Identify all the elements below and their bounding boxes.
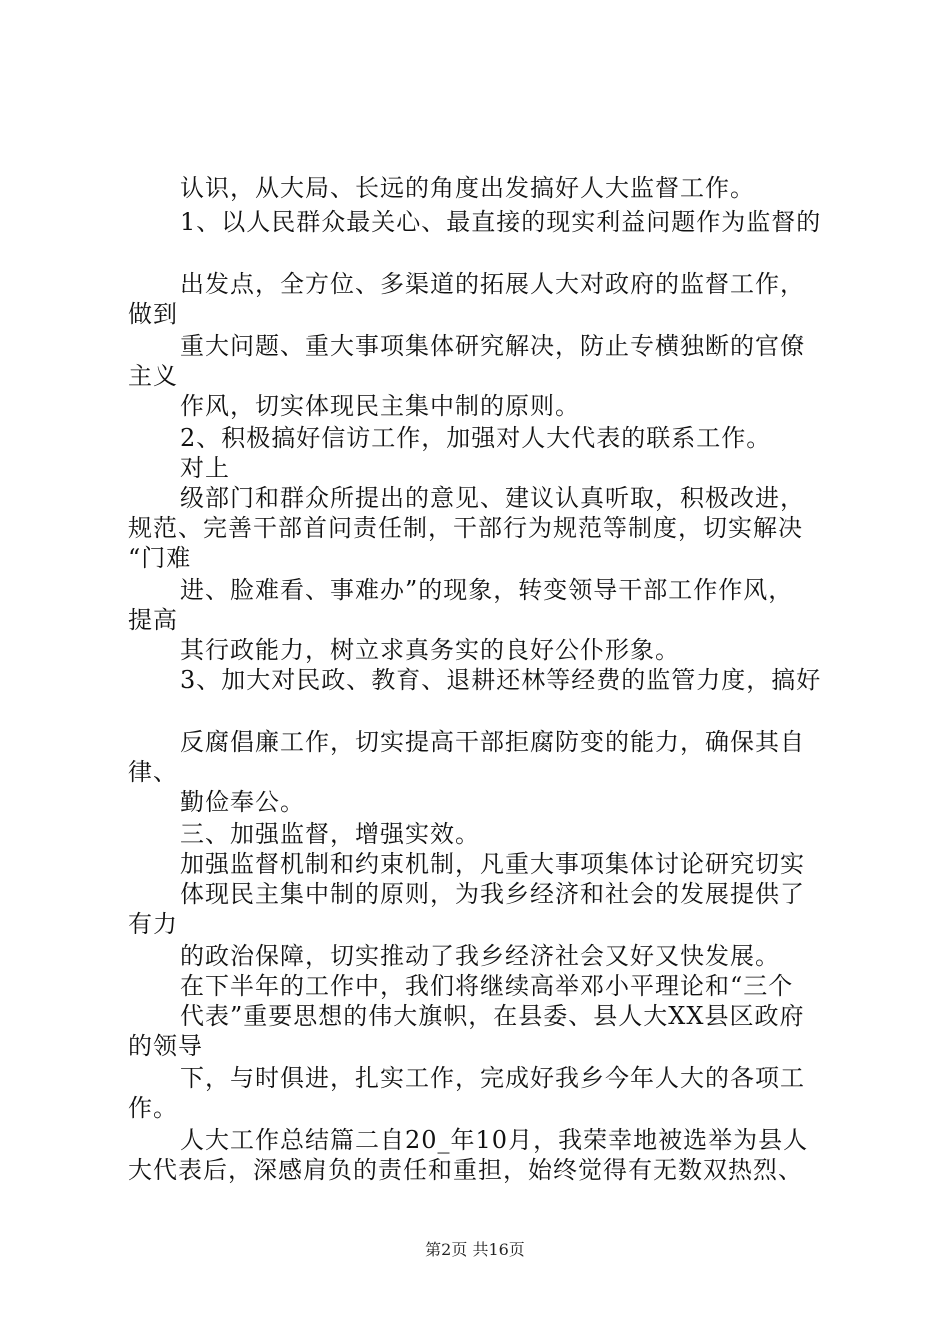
text-line-12: “门难 (128, 544, 192, 572)
text-line-8: 2、积极搞好信访工作，加强对人大代表的联系工作。 (180, 424, 772, 452)
text-line-4: 做到 (128, 300, 178, 328)
text-line-11: 规范、完善干部首问责任制，干部行为规范等制度，切实解决 (128, 514, 803, 542)
text-line-25: 在下半年的工作中，我们将继续高举邓小平理论和“三个 (180, 972, 794, 1000)
text-line-3: 出发点，全方位、多渠道的拓展人大对政府的监督工作， (180, 270, 805, 298)
page-footer (0, 1240, 950, 1260)
text-line-23: 有力 (128, 910, 178, 938)
text-line-28: 下，与时俱进，扎实工作，完成好我乡今年人大的各项工 (180, 1064, 805, 1092)
page-number-label: 第2页 共16页 (425, 1240, 525, 1259)
text-line-22: 体现民主集中制的原则，为我乡经济和社会的发展提供了 (180, 880, 805, 908)
text-line-13: 进、脸难看、事难办”的现象，转变领导干部工作作风， (180, 576, 794, 604)
text-line-2: 1、以人民群众最关心、最直接的现实利益问题作为监督的 (180, 208, 822, 236)
text-line-14: 提高 (128, 606, 178, 634)
text-line-18: 律、 (128, 758, 178, 786)
text-line-24: 的政治保障，切实推动了我乡经济社会又好又快发展。 (180, 942, 780, 970)
text-line-20: 三、加强监督，增强实效。 (180, 820, 480, 848)
text-line-19: 勤俭奉公。 (180, 788, 305, 816)
text-line-5: 重大问题、重大事项集体研究解决，防止专横独断的官僚 (180, 332, 805, 360)
text-line-16: 3、加大对民政、教育、退耕还林等经费的监管力度，搞好 (180, 666, 822, 694)
text-line-17: 反腐倡廉工作，切实提高干部拒腐防变的能力，确保其自 (180, 728, 805, 756)
text-line-31: 大代表后，深感肩负的责任和重担，始终觉得有无数双热烈、 (128, 1156, 803, 1184)
text-line-27: 的领导 (128, 1032, 203, 1060)
text-line-1: 认识，从大局、长远的角度出发搞好人大监督工作。 (180, 174, 755, 202)
text-line-6: 主义 (128, 362, 178, 390)
text-line-30: 人大工作总结篇二自20_年10月，我荣幸地被选举为县人 (180, 1126, 809, 1154)
text-line-21: 加强监督机制和约束机制，凡重大事项集体讨论研究切实 (180, 850, 805, 878)
text-line-15: 其行政能力，树立求真务实的良好公仆形象。 (180, 636, 680, 664)
text-line-26: 代表”重要思想的伟大旗帜，在县委、县人大XX县区政府 (180, 1002, 805, 1030)
text-line-29: 作。 (128, 1094, 178, 1122)
text-line-9: 对上 (180, 454, 230, 482)
text-line-10: 级部门和群众所提出的意见、建议认真听取，积极改进， (180, 484, 805, 512)
text-line-7: 作风，切实体现民主集中制的原则。 (180, 392, 580, 420)
